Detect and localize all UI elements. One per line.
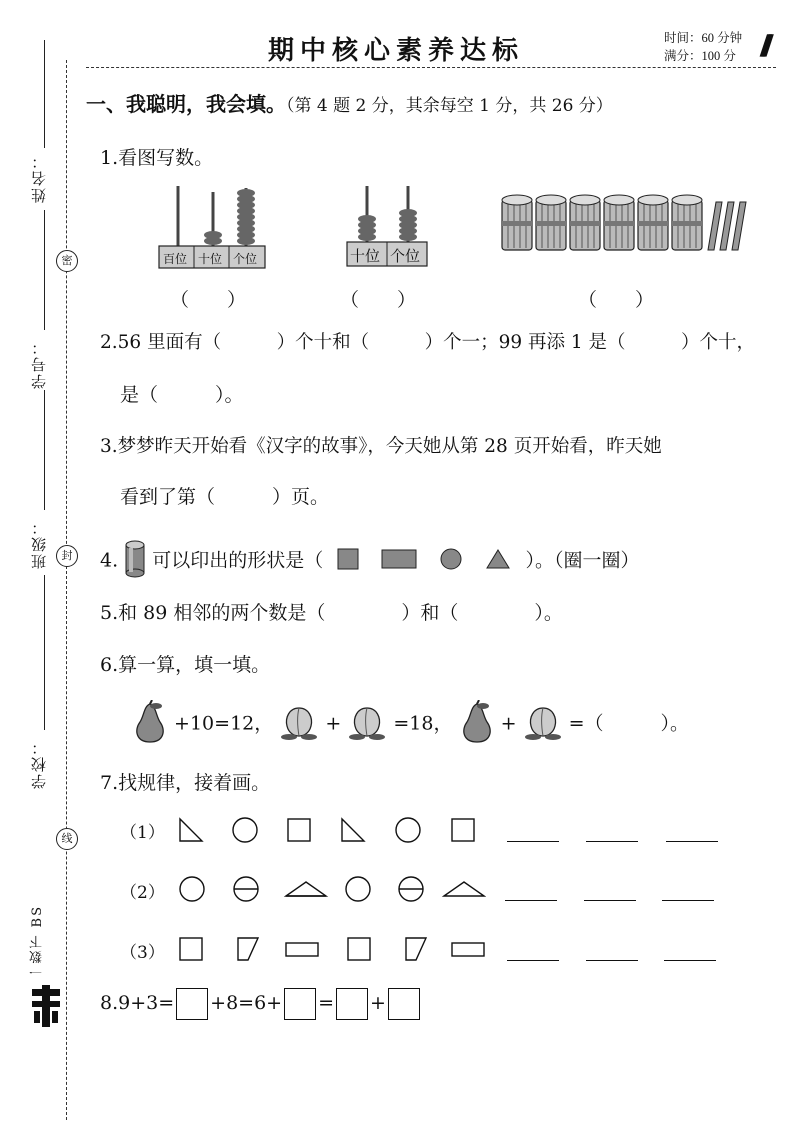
q6-eq3: =（ ）。 [568, 712, 689, 735]
q6-plus-2: + [500, 712, 517, 735]
q8-line [100, 988, 422, 1020]
q8-part-1: +8=6+ [210, 992, 283, 1014]
school-write-line [44, 575, 45, 730]
triangle-option[interactable] [485, 548, 511, 575]
q4-suffix: ）。（圈一圈） [525, 549, 640, 572]
q8-part-2: = [318, 992, 335, 1014]
name-label: 姓名： [30, 152, 48, 203]
section-heading [86, 88, 613, 117]
q8-box-2[interactable] [284, 988, 316, 1020]
abacus-hundreds-tens-ones [158, 184, 268, 274]
q3-line2: 看到了第（ ）页。 [120, 486, 330, 508]
class-label: 班级： [30, 518, 48, 569]
q7-row1-blank-2[interactable] [586, 841, 638, 842]
q7-row3-blank-3[interactable] [664, 960, 716, 961]
q8-box-4[interactable] [388, 988, 420, 1020]
q1-prompt: 1.看图写数。 [100, 147, 214, 169]
abacus1-ones-label: 个位 [233, 252, 258, 266]
school-label: 学校： [30, 738, 48, 789]
q4-line [100, 540, 640, 583]
abacus2-tens-label: 十位 [350, 247, 381, 265]
student-id-write-line [44, 210, 45, 330]
q7-row1-blank-1[interactable] [507, 841, 559, 842]
circle-option[interactable] [439, 547, 463, 576]
q8-part-3: + [370, 992, 386, 1014]
q7-row1-label: （1） [120, 823, 165, 843]
header-slashes: /// [761, 30, 767, 63]
q3-line1: 3.梦梦昨天开始看《汉字的故事》，今天她从第 28 页开始看，昨天她 [100, 436, 662, 457]
pear-icon [459, 700, 495, 749]
q7-row1-blank-3[interactable] [666, 841, 718, 842]
q5-line: 5.和 89 相邻的两个数是（ ）和（ ）。 [100, 602, 563, 624]
q7-row2-blank-2[interactable] [584, 900, 636, 901]
peach-icon [347, 702, 387, 747]
section-note: （第 4 题 2 分，其余每空 1 分，共 26 分） [286, 96, 613, 116]
header-dashed-rule [86, 67, 776, 68]
q7-row1-shapes [176, 815, 486, 849]
seal-xian: 线 [56, 828, 78, 850]
binding-dashed-line [66, 60, 67, 1120]
page-title: 期中核心素养达标 [268, 36, 525, 66]
q6-eq1: +10=12， [174, 712, 274, 735]
brand-label: 一数下 BS [30, 905, 45, 979]
student-id-label: 学号： [30, 338, 48, 389]
q6-plus-1: + [325, 712, 342, 735]
abacus-tens-ones [346, 184, 430, 274]
q7-row2-shapes [176, 874, 486, 908]
q7-row3-label: （3） [120, 943, 165, 963]
peach-icon [279, 702, 319, 747]
q7-row3-shapes [176, 934, 486, 968]
q6-eq2: =18， [393, 712, 453, 735]
cylinder-icon [124, 540, 146, 583]
q6-equations [132, 700, 689, 749]
section-title: 一、我聪明，我会填。 [86, 92, 286, 116]
score-info: 满分：100 分 [664, 49, 736, 63]
q7-row2-label: （2） [120, 883, 165, 903]
pear-icon [132, 700, 168, 749]
abacus1-tens-label: 十位 [198, 252, 223, 266]
q4-text: 可以印出的形状是（ [152, 549, 324, 572]
seal-mi: 密 [56, 250, 78, 272]
peach-icon [523, 702, 563, 747]
rectangle-option[interactable] [381, 548, 417, 575]
name-write-line [44, 40, 45, 148]
q4-number: 4. [100, 549, 119, 572]
q7-row3-blank-2[interactable] [586, 960, 638, 961]
q2-line1: 2.56 里面有（ ）个十和（ ）个一；99 再添 1 是（ ）个十， [100, 332, 756, 353]
time-info: 时间：60 分钟 [664, 31, 743, 45]
q1-answer-3[interactable]: （ ） [578, 289, 655, 311]
q8-prefix: 8.9+3= [100, 992, 175, 1014]
q1-answer-1[interactable]: （ ） [170, 289, 247, 311]
q2-line2: 是（ ）。 [120, 384, 244, 406]
class-write-line [44, 390, 45, 510]
abacus2-ones-label: 个位 [390, 247, 421, 265]
q1-answer-2[interactable]: （ ） [340, 289, 417, 311]
q7-row2-blank-1[interactable] [505, 900, 557, 901]
q7-row3-blank-1[interactable] [507, 960, 559, 961]
q7-row2-blank-3[interactable] [662, 900, 714, 901]
q6-prompt: 6.算一算，填一填。 [100, 654, 271, 676]
q8-box-1[interactable] [176, 988, 208, 1020]
square-option[interactable] [337, 548, 359, 575]
abacus1-hundreds-label: 百位 [163, 252, 188, 266]
stick-bundles-image [500, 194, 750, 260]
q8-box-3[interactable] [336, 988, 368, 1020]
brand-logo [30, 985, 62, 1031]
q7-prompt: 7.找规律，接着画。 [100, 772, 271, 794]
seal-feng: 封 [56, 545, 78, 567]
